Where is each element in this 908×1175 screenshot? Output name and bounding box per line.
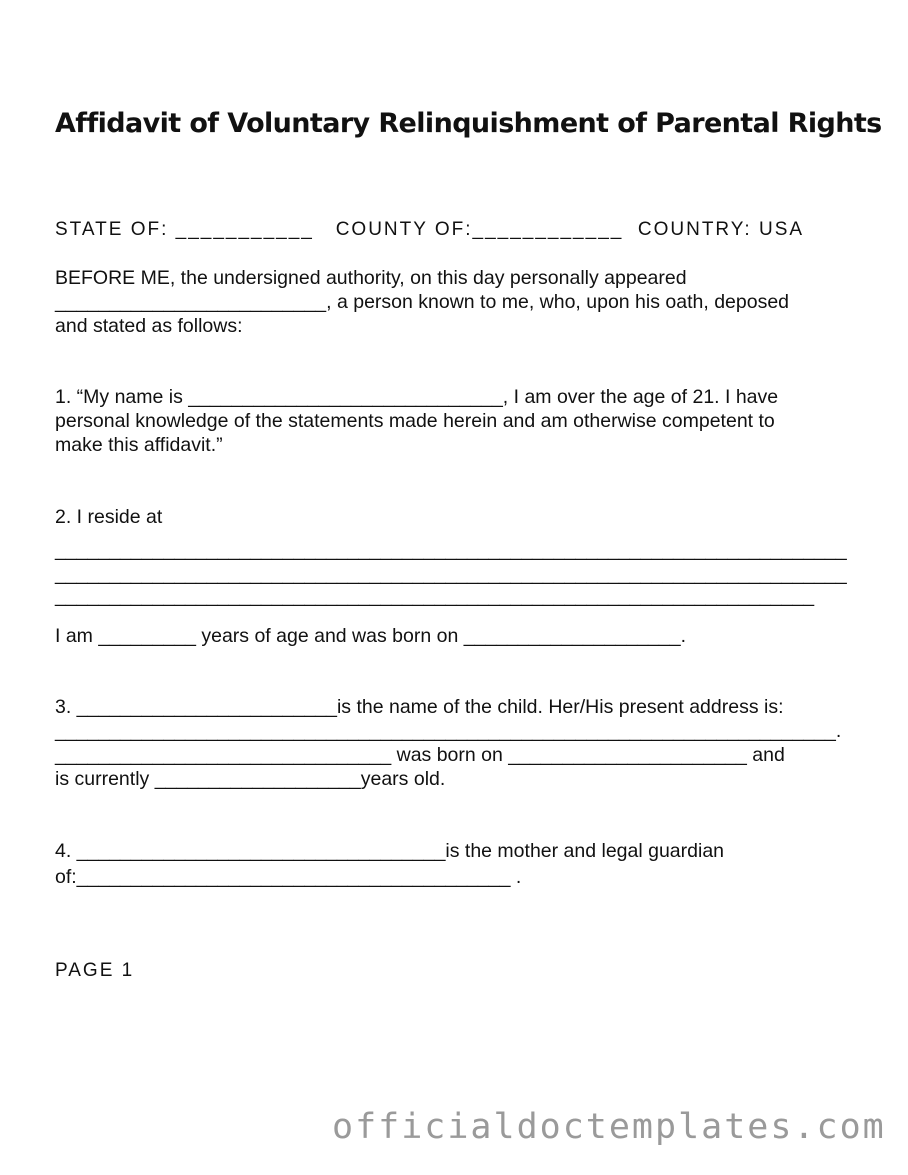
section-2-address-line-1: _________________________________________________________________________: [55, 539, 847, 561]
age-line: I am _________ years of age and was born on ____________________.: [55, 625, 687, 647]
section-3-line-2: ________________________________________________________________________.: [55, 720, 842, 742]
section-4-line-2: of:________________________________________ .: [55, 866, 522, 888]
document-title: Affidavit of Voluntary Relinquishment of Parental Rights: [55, 108, 882, 139]
section-1-line-1: 1. “My name is _____________________________, I am over the age of 21. I have: [55, 386, 779, 408]
section-2-line-1: 2. I reside at: [55, 506, 163, 528]
section-2-address-line-3: ______________________________________________________________________: [55, 585, 815, 607]
intro-line-3: and stated as follows:: [55, 315, 243, 337]
jurisdiction-line: STATE OF: ___________ COUNTY OF:____________ COUNTRY: USA: [55, 219, 805, 240]
section-4-line-1: 4. __________________________________is the mother and legal guardian: [55, 840, 725, 862]
section-1-line-3: make this affidavit.”: [55, 434, 223, 456]
section-3-line-3: _______________________________ was born on ______________________ and: [55, 744, 785, 766]
page-number: PAGE 1: [55, 960, 135, 981]
intro-line-1: BEFORE ME, the undersigned authority, on this day personally appeared: [55, 267, 687, 289]
section-1-line-2: personal knowledge of the statements made herein and am otherwise competent to: [55, 410, 775, 432]
section-3-line-1: 3. ________________________is the name of the child. Her/His present address is:: [55, 696, 784, 718]
watermark-text: officialdoctemplates.com: [332, 1107, 886, 1147]
intro-line-2: _________________________, a person known to me, who, upon his oath, deposed: [55, 291, 790, 313]
section-2-address-line-2: _________________________________________________________________________: [55, 563, 847, 585]
section-3-line-4: is currently ___________________years old.: [55, 768, 446, 790]
